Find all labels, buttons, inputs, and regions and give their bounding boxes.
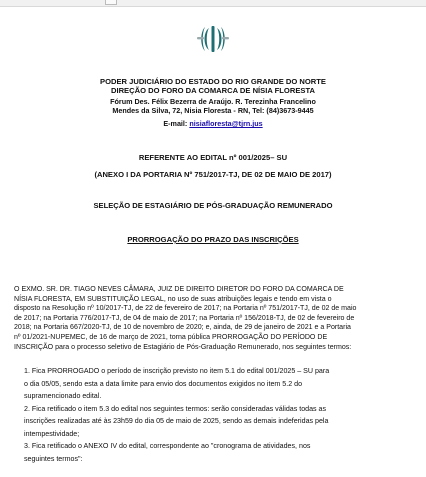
header-line-2: DIREÇÃO DO FORO DA COMARCA DE NÍSIA FLORESTA [110, 86, 316, 95]
pin-icon [105, 0, 117, 5]
address-line-2: Mendes da Silva, 72, Nisia Floresta - RN, Tel: (84)3673-9445 [112, 106, 314, 115]
extension-title: PRORROGAÇÃO DO PRAZO DAS INSCRIÇÕES [127, 235, 299, 244]
address-line-1: Fórum Des. Félix Bezerra de Araújo. R. Terezinha Francelino [110, 97, 316, 106]
email-link[interactable]: nisiafloresta@tjrn.jus [189, 119, 263, 128]
annex-title: (ANEXO I DA PORTARIA Nº 751/2017-TJ, DE 02 DE MAIO DE 2017) [94, 170, 332, 179]
intro-line: O EXMO. SR. DR. TIAGO NEVES CÂMARA, JUIZ DE DIREITO DIRETOR DO FORO DA COMARCA DE [14, 286, 344, 293]
intro-line: nº 01/2021-NUPEMEC, de 16 de março de 2021, torna pública PRORROGAÇÃO DO PERÍODO DE [14, 334, 328, 341]
intro-line: de 2017; na Portaria 776/2017-TJ, de 04 de maio de 2017; na Portaria nº 156/2018-TJ, de 02 de fevereiro de [14, 314, 355, 322]
item-line: inscrições realizadas até às 23h59 do dia 05 de maio de 2025, sendo as demais indeferidas pela [24, 417, 329, 425]
item-line: seguintes termos": [24, 454, 83, 463]
email-label: E-mail: [163, 119, 188, 128]
intro-line: disposto na Resolução nº 10/2017-TJ, de 22 de fevereiro de 2017; na Portaria nº 751/2017-TJ, de 02 de maio [14, 305, 357, 313]
intro-line: INSCRIÇÃO para o processo seletivo de Estagiário de Pós-Graduação Remunerado, nos seguintes termos: [14, 343, 352, 351]
selection-title: SELEÇÃO DE ESTAGIÁRIO DE PÓS-GRADUAÇÃO REMUNERADO [93, 201, 333, 210]
top-toolbar-strip [0, 0, 426, 7]
intro-line: 2018; na Portaria 667/2020-TJ, de 10 de novembro de 2020; e, ainda, de 29 de janeiro de 2021 e a Portaria [14, 324, 351, 332]
item-line: 1. Fica PRORROGADO o período de inscrição previsto no item 5.1 do edital 001/2025 – SU para [24, 367, 330, 375]
header-line-1: PODER JUDICIÁRIO DO ESTADO DO RIO GRANDE DO NORTE [100, 77, 326, 86]
item-line: o dia 05/05, sendo esta a data limite para envio dos documentos exigidos no item 5.2 do [24, 379, 303, 388]
intro-line: NÍSIA FLORESTA, EM SUBSTITUIÇÃO LEGAL, no uso de suas atribuições legais e tendo em vista o [14, 295, 332, 303]
edital-reference-title: REFERENTE AO EDITAL nº 001/2025– SU [138, 153, 288, 162]
email-row [0, 119, 426, 129]
item-line: 2. Fica retificado o item 5.3 do edital nos seguintes termos: serão consideradas válidas todas as [24, 404, 327, 413]
item-line: 3. Fica retificado o ANEXO IV do edital, correspondente ao "cronograma de atividades, nos [24, 442, 311, 450]
item-line: intempestividade; [24, 429, 80, 438]
item-line: supramencionado edital. [24, 392, 102, 400]
court-logo-icon [196, 22, 230, 56]
